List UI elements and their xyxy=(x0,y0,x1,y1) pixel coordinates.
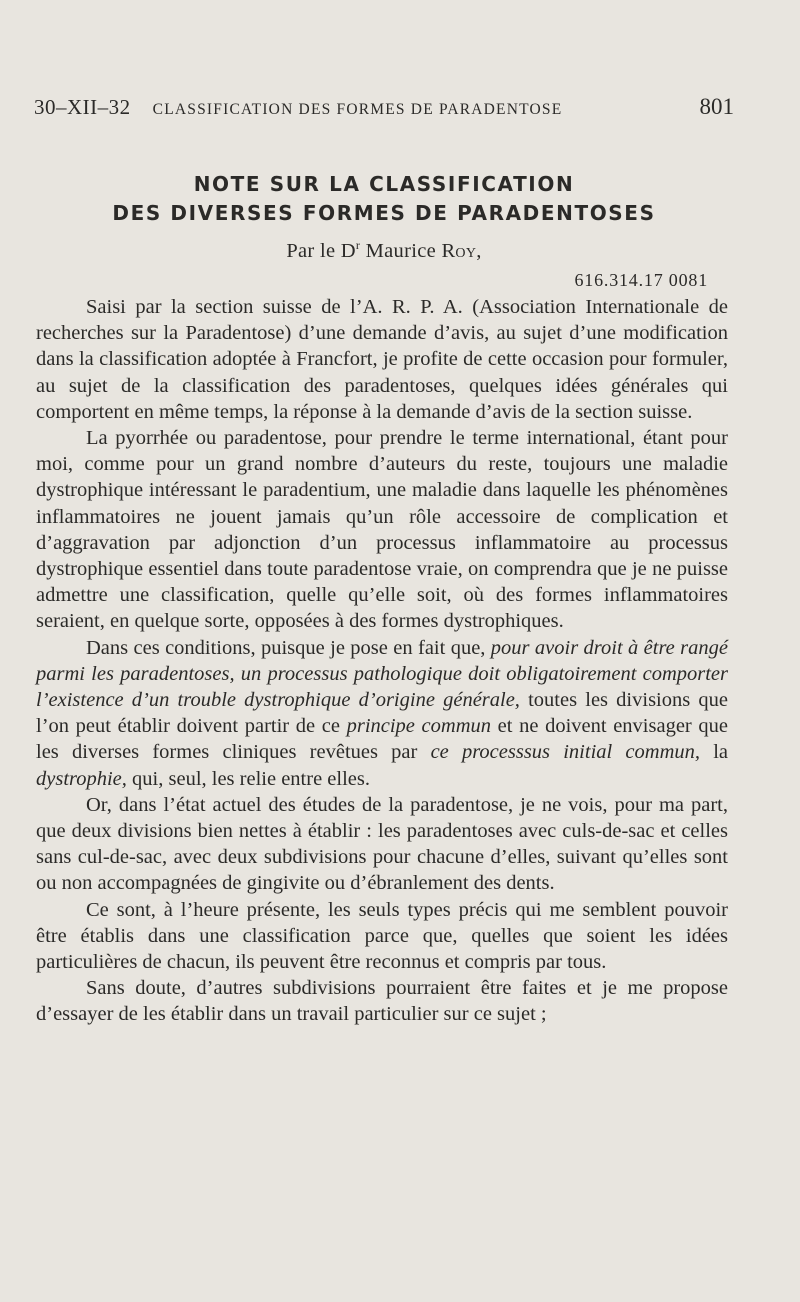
paragraph-3-italic-4: dystrophie, xyxy=(36,767,127,790)
paragraph-3-text-5: qui, seul, les relie entre elles. xyxy=(126,767,370,790)
paragraph-3-text-4: la xyxy=(700,741,728,764)
author-first-name: Maurice xyxy=(360,239,442,262)
paragraph-4: Or, dans l’état actuel des études de la paradentose, je ne vois, pour ma part, que deux divisions bien nettes à établir : les paradentoses avec culs-de-sac et celles sans cul-de-sac, avec deux subdivisions pour chacune d’elles, suivant qu’elles sont ou non accompagnées de gingivite ou d’ébranlement des dents. xyxy=(36,793,728,895)
author-last-name: Roy xyxy=(441,239,477,262)
article-body xyxy=(36,294,728,1028)
paragraph-5: Ce sont, à l’heure présente, les seuls types précis qui me semblent pouvoir être établis dans une classification parce que, quelles que soient les idées particulières de chacun, ils peuvent être reconnus et compris par tous. xyxy=(36,898,728,974)
paragraph-3-text-1: Dans ces conditions, puisque je pose en fait que, xyxy=(86,636,491,659)
paragraph-2: La pyorrhée ou paradentose, pour prendre le terme international, étant pour moi, comme pour un grand nombre d’auteurs du reste, toujours une maladie dystrophique intéressant le paradentium, une maladie dans laquelle les phénomènes inflammatoires ne jouent jamais qu’un rôle accessoire de complication et d’aggravation par adjonction d’un processus inflammatoire au processus dystrophique essentiel dans toute paradentose vraie, on comprendra que je ne puisse admettre une classification, quelle qu’elle soit, où des formes inflammatoires seraient, en quelque sorte, opposées à des formes dystrophiques. xyxy=(36,427,728,633)
paragraph-1: Saisi par la section suisse de l’A. R. P. A. (Association Internationale de recherches sur la Paradentose) d’une demande d’avis, au sujet d’une modification dans la classification adoptée à Francfort, je profite de cette occasion pour formuler, au sujet de la classification des paradentoses, quelques idées générales qui comportent en même temps, la réponse à la demande d’avis de la section suisse. xyxy=(36,296,728,423)
running-title: CLASSIFICATION DES FORMES DE PARADENTOSE xyxy=(152,101,563,118)
paragraph-3-italic-3: ce processsus initial commun, xyxy=(430,741,700,764)
byline-sup: r xyxy=(355,238,361,252)
paragraph-3-text-2: toutes les divisions que l’on peut établir doivent partir de ce xyxy=(36,689,728,738)
paragraph-3-text-3: et ne doivent envisager que les diverses formes cliniques revêtues par xyxy=(36,715,728,764)
classification-number: 616.314.17 0081 xyxy=(574,270,708,290)
article-title-line-2: DES DIVERSES FORMES DE PARADENTOSES xyxy=(112,201,656,225)
article-title-line-1: NOTE SUR LA CLASSIFICATION xyxy=(193,172,575,196)
byline-prefix: Par le D xyxy=(286,239,356,262)
paragraph-3-italic-1: pour avoir droit à être rangé parmi les paradentoses, un processus pathologique doit obligatoirement comporter l’existence d’un trouble dystrophique d’origine générale, xyxy=(36,636,728,712)
byline xyxy=(34,238,734,263)
byline-suffix: , xyxy=(476,239,482,262)
running-header xyxy=(34,94,734,124)
page-number: 801 xyxy=(699,94,734,119)
paragraph-3 xyxy=(36,635,728,792)
paragraph-6: Sans doute, d’autres subdivisions pourraient être faites et je me propose d’essayer de les établir dans un travail particulier sur ce sujet ; xyxy=(36,977,728,1026)
paragraph-3-italic-2: principe commun xyxy=(346,715,492,738)
header-date: 30–XII–32 xyxy=(34,95,131,119)
